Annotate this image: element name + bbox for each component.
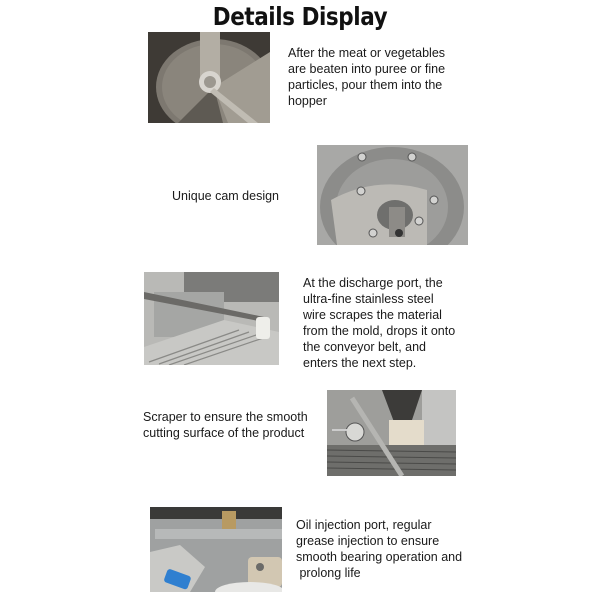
caption-line: ultra-fine stainless steel <box>303 292 434 306</box>
oil-port-photo <box>150 507 282 592</box>
caption-line: cutting surface of the product <box>143 426 305 440</box>
caption-line: Scraper to ensure the smooth <box>143 410 308 424</box>
caption-line: wire scrapes the material <box>303 308 442 322</box>
scraper-photo <box>327 390 456 476</box>
caption-line: prolong life <box>296 566 361 580</box>
cam-photo <box>317 145 468 245</box>
caption-line: particles, pour them into the <box>288 78 443 92</box>
page-title: Details Display <box>212 2 388 31</box>
caption-line: Unique cam design <box>172 189 280 203</box>
caption-line: from the mold, drops it onto <box>303 324 456 338</box>
caption-line: At the discharge port, the <box>303 276 443 290</box>
caption-line: hopper <box>288 94 327 108</box>
caption-hopper <box>288 45 445 109</box>
caption-cam <box>172 188 279 204</box>
caption-line: grease injection to ensure <box>296 534 440 548</box>
caption-line: After the meat or vegetables <box>288 46 446 60</box>
hopper-photo <box>148 32 270 123</box>
discharge-port-photo <box>144 272 279 365</box>
caption-line: are beaten into puree or fine <box>288 62 446 76</box>
caption-oil-port <box>296 517 462 581</box>
caption-line: enters the next step. <box>303 356 417 370</box>
caption-line: the conveyor belt, and <box>303 340 426 354</box>
caption-line: smooth bearing operation and <box>296 550 463 564</box>
caption-scraper <box>143 409 308 441</box>
caption-discharge <box>303 275 455 371</box>
caption-line: Oil injection port, regular <box>296 518 432 532</box>
